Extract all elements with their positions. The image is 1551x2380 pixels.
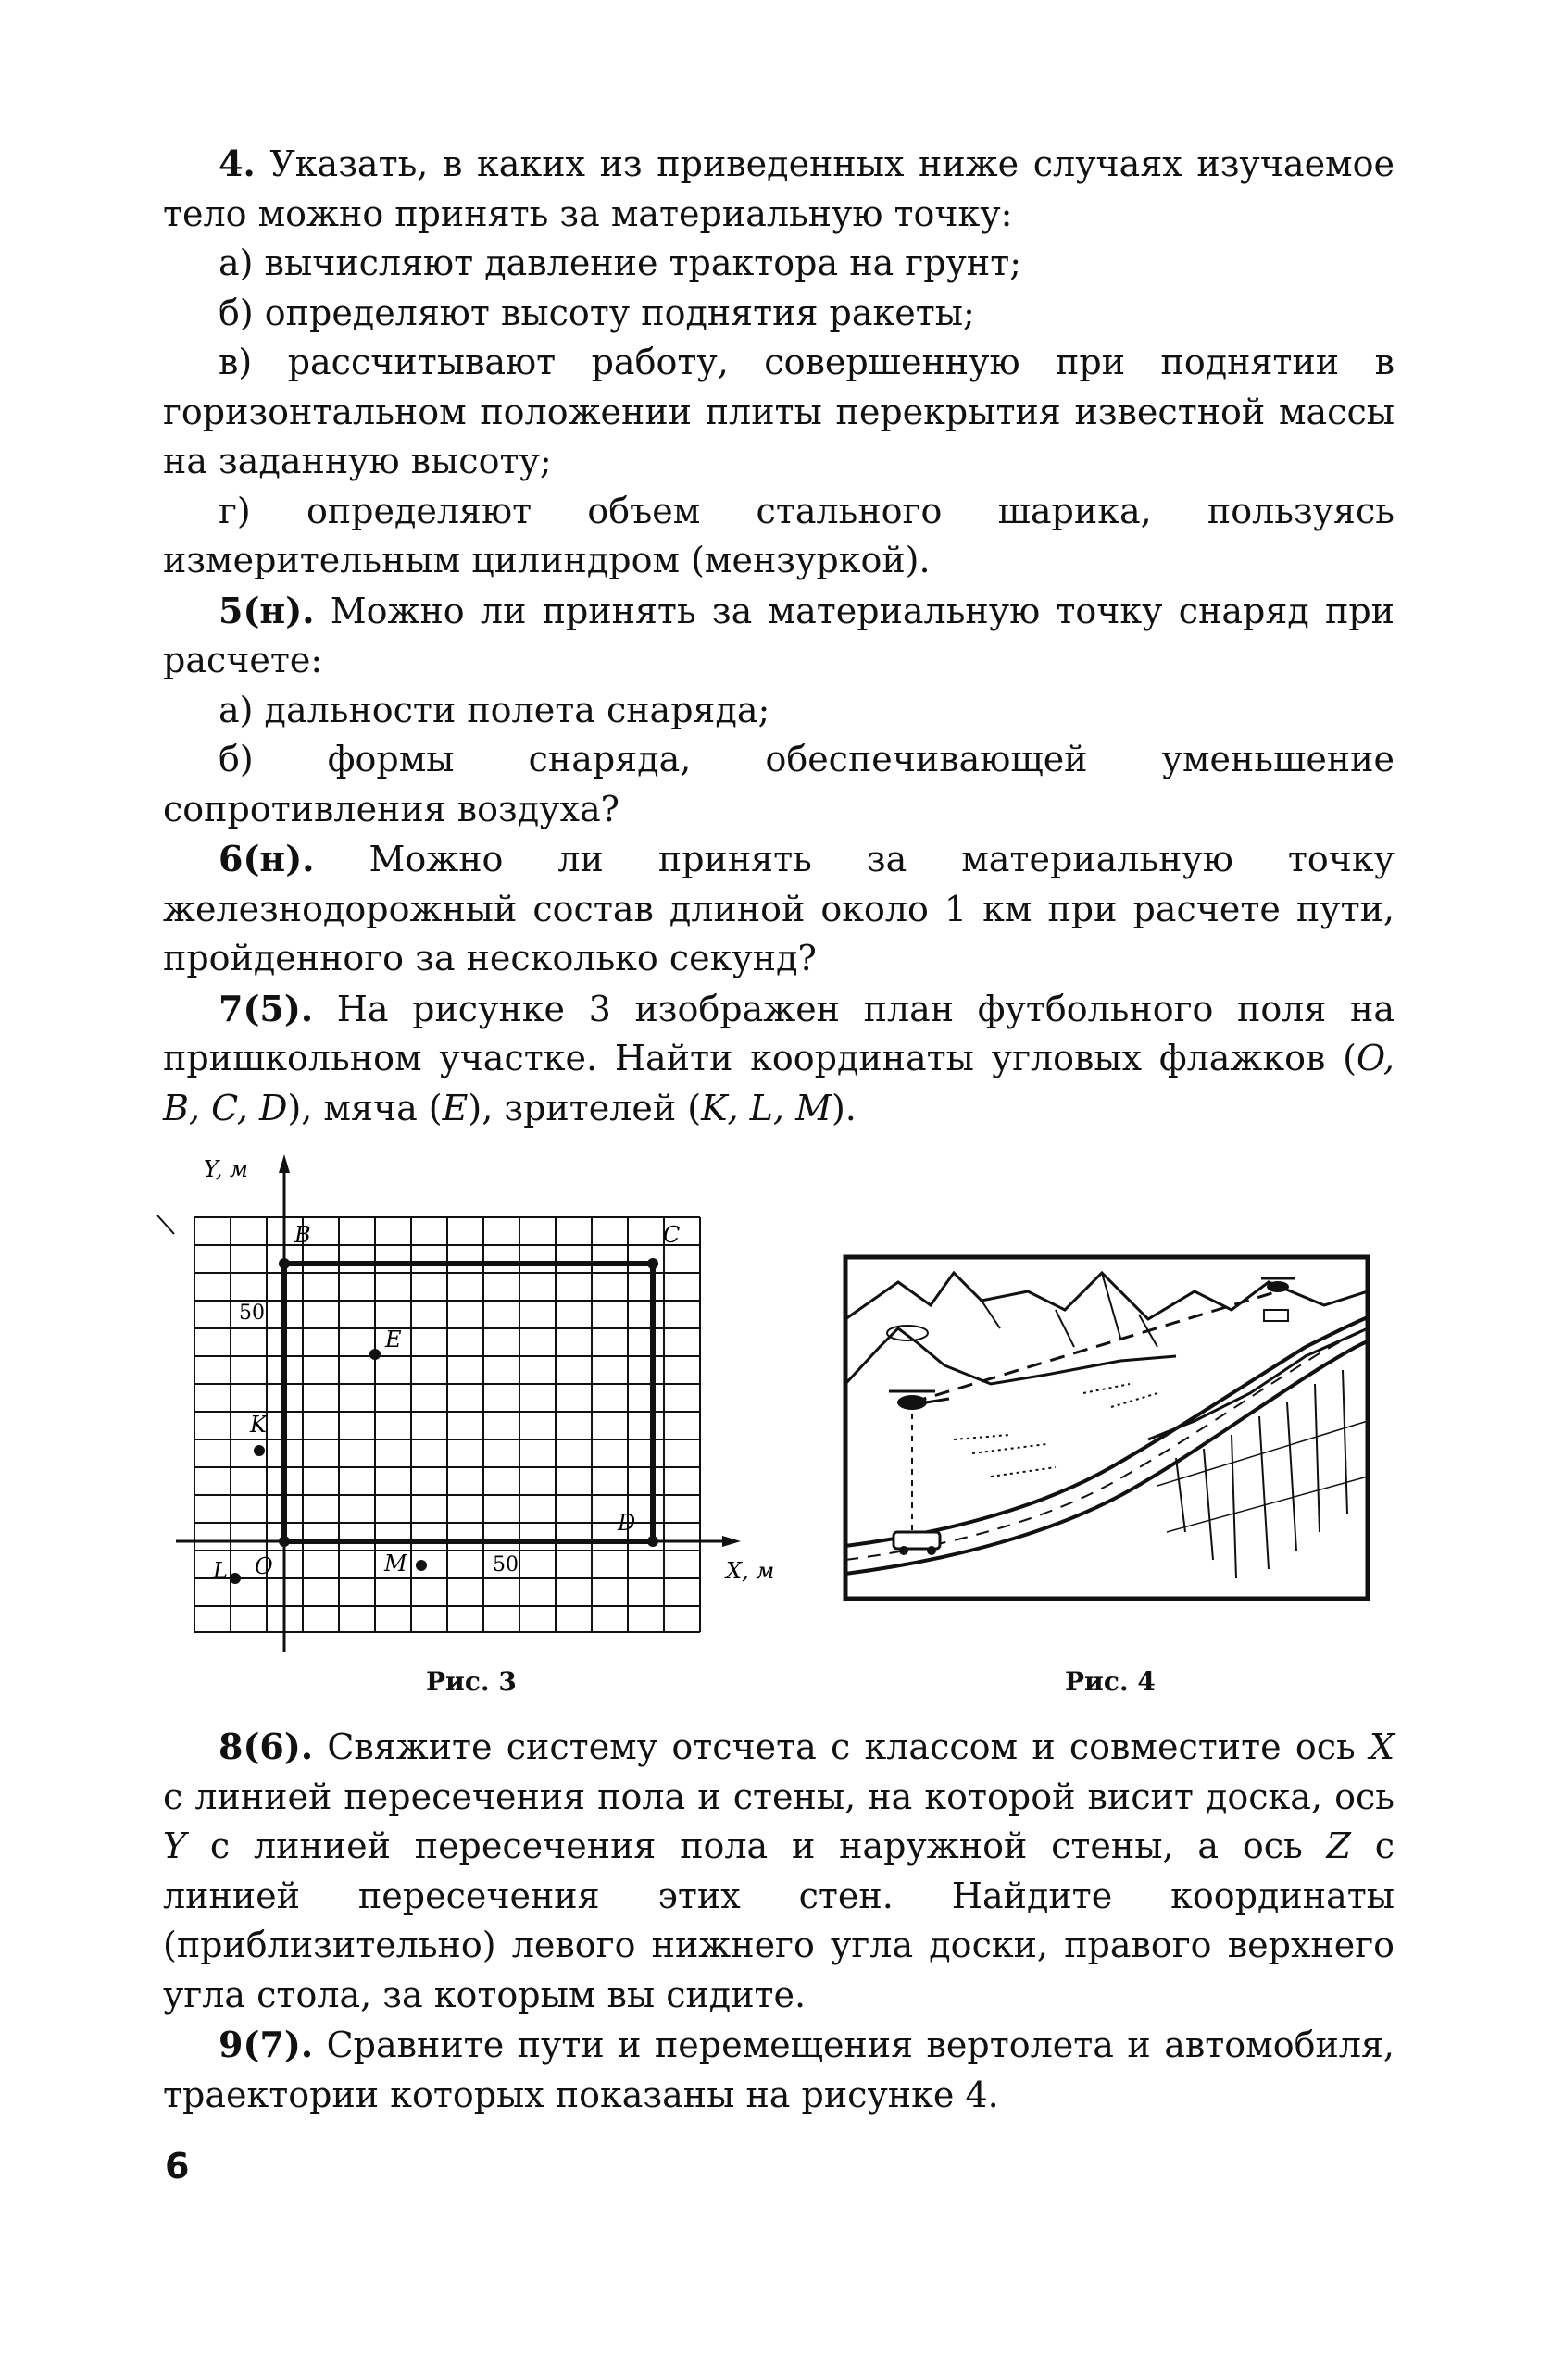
point-d: [647, 1536, 658, 1547]
figure-4: [843, 1254, 1370, 1605]
label-m: M: [384, 1551, 407, 1576]
problem-4-option-d: г) определяют объем стального шарика, пользуясь измерительным цилиндром (мензуркой).: [163, 490, 1395, 580]
problem-5: [163, 586, 1395, 686]
figure-3-caption: Рис. 3: [426, 1666, 517, 1697]
problem-8: [163, 1722, 1395, 2020]
label-c: C: [663, 1222, 681, 1248]
problem-7-text-2: ), мяча (: [287, 1087, 443, 1128]
problem-7-vars-1: O, B, C, D: [163, 1038, 1395, 1128]
tick-50-x: 50: [493, 1553, 519, 1576]
problem-4-number: 4.: [219, 143, 256, 184]
problem-7-text-3: ), зрителей (: [468, 1087, 702, 1128]
figure-4-caption: Рис. 4: [1065, 1666, 1156, 1697]
x-axis-arrow: [722, 1536, 741, 1547]
problem-6-text: Можно ли принять за материальную точку железнодорожный состав длиной около 1 км при расчете пути, пройденного за несколько секунд?: [163, 839, 1395, 978]
label-l: L: [213, 1558, 228, 1584]
problem-5-option-b: б) формы снаряда, обеспечивающей уменьшение сопротивления воздуха?: [163, 739, 1395, 829]
point-b: [279, 1258, 290, 1269]
problem-9-number: 9(7).: [219, 2024, 314, 2065]
problem-7-vars-3: K, L, M: [701, 1087, 832, 1128]
problem-4-option-b: б) определяют высоту поднятия ракеты;: [219, 292, 975, 333]
point-k: [254, 1445, 265, 1456]
problem-9: [163, 2020, 1395, 2120]
y-axis-label: Y, м: [204, 1156, 248, 1182]
problem-8-text-1: Свяжите систему отсчета с классом и совместите ось: [327, 1726, 1370, 1767]
figure-3: [148, 1153, 815, 1675]
problem-7-text-1: На рисунке 3 изображен план футбольного поля на пришкольном участке. Найти координаты угловых флажков (: [163, 988, 1395, 1078]
problem-5-option-a: а) дальности полета снаряда;: [219, 689, 770, 730]
problem-8-x: X: [1369, 1726, 1395, 1767]
problem-4: [163, 139, 1395, 239]
label-d: D: [618, 1510, 636, 1536]
y-axis-arrow: [279, 1154, 290, 1173]
problem-4-text: Указать, в каких из приведенных ниже случаях изучаемое тело можно принять за материальную точку:: [163, 143, 1395, 234]
x-axis-label: X, м: [726, 1558, 775, 1584]
stray-mark: [157, 1215, 174, 1234]
problem-6: [163, 834, 1395, 984]
problem-7-text-4: ).: [831, 1087, 857, 1128]
problem-8-text-4: с линией пересечения этих стен. Найдите координаты (приблизительно) левого нижнего угла доски, правого верхнего угла стола, за которым вы сидите.: [163, 1825, 1395, 2015]
problem-6-number: 6(н).: [219, 838, 315, 879]
point-m: [416, 1560, 427, 1571]
point-c: [647, 1258, 658, 1269]
problem-5-number: 5(н).: [219, 589, 315, 631]
label-b: B: [294, 1222, 311, 1248]
problem-7-number: 7(5).: [219, 987, 314, 1029]
problem-8-text-2: с линией пересечения пола и стены, на которой висит доска, ось: [163, 1776, 1395, 1817]
page-number: 6: [165, 2146, 190, 2187]
problems-lower: [163, 1722, 1395, 2120]
tick-50-y: 50: [239, 1302, 265, 1325]
problem-5-text: Можно ли принять за материальную точку снаряд при расчете:: [163, 590, 1395, 680]
problem-8-text-3: с линией пересечения пола и наружной стены, а ось: [186, 1825, 1327, 1866]
label-o: O: [255, 1553, 273, 1579]
problem-8-y: Y: [163, 1825, 187, 1866]
problem-7-vars-2: E: [442, 1087, 469, 1128]
label-k: K: [250, 1412, 267, 1438]
problem-4-option-a: а) вычисляют давление трактора на грунт;: [219, 243, 1022, 283]
point-l: [230, 1573, 241, 1584]
figure-3-svg: [148, 1153, 815, 1671]
point-o: [279, 1536, 290, 1547]
point-e: [369, 1349, 381, 1360]
label-e: E: [385, 1327, 402, 1352]
problem-8-number: 8(6).: [219, 1726, 314, 1767]
problems-upper: [163, 139, 1395, 1133]
problem-4-option-c: в) рассчитывают работу, совершенную при поднятии в горизонтальном положении плиты перекрытия известной массы на заданную высоту;: [163, 342, 1395, 481]
problem-9-text: Сравните пути и перемещения вертолета и автомобиля, траектории которых показаны на рисунке 4.: [163, 2025, 1395, 2115]
problem-8-z: Z: [1326, 1825, 1351, 1866]
problem-7: [163, 984, 1395, 1134]
figure-4-svg: [843, 1254, 1370, 1601]
